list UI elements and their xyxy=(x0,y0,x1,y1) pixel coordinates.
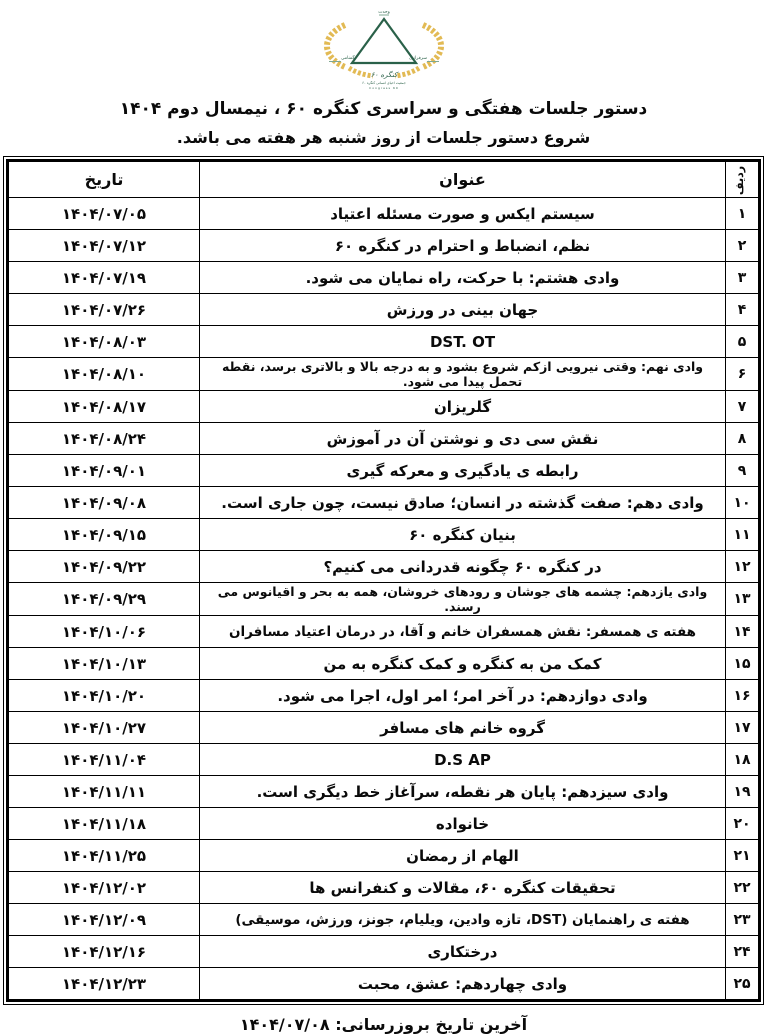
row-number: ۱۷ xyxy=(726,712,760,744)
row-date: ۱۴۰۴/۱۱/۱۸ xyxy=(8,808,200,840)
row-date: ۱۴۰۴/۰۹/۲۲ xyxy=(8,551,200,583)
row-number: ۲ xyxy=(726,230,760,262)
row-date: ۱۴۰۴/۰۹/۰۱ xyxy=(8,455,200,487)
row-number: ۳ xyxy=(726,262,760,294)
schedule-row xyxy=(8,487,760,519)
row-topic: وادی دوازدهم: در آخر امر؛ امر اول، اجرا می شود. xyxy=(200,680,726,712)
row-number: ۱۲ xyxy=(726,551,760,583)
row-date: ۱۴۰۴/۱۲/۰۹ xyxy=(8,904,200,936)
row-number: ۱۱ xyxy=(726,519,760,551)
row-date: ۱۴۰۴/۱۰/۲۷ xyxy=(8,712,200,744)
row-number: ۱۶ xyxy=(726,680,760,712)
table-header-row xyxy=(8,161,760,198)
schedule-row xyxy=(8,616,760,648)
row-date: ۱۴۰۴/۰۸/۰۳ xyxy=(8,326,200,358)
row-number: ۸ xyxy=(726,423,760,455)
row-topic: D.S AP xyxy=(200,744,726,776)
schedule-row xyxy=(8,680,760,712)
row-date: ۱۴۰۴/۰۹/۱۵ xyxy=(8,519,200,551)
last-update-date: آخرین تاریخ بروزرسانی: ۱۴۰۴/۰۷/۰۸ xyxy=(239,1015,528,1034)
row-date: ۱۴۰۴/۰۸/۲۴ xyxy=(8,423,200,455)
row-number: ۱ xyxy=(726,198,760,230)
row-number: ۷ xyxy=(726,391,760,423)
row-number: ۱۸ xyxy=(726,744,760,776)
schedule-table xyxy=(6,159,761,1002)
row-number: ۱۴ xyxy=(726,616,760,648)
schedule-row xyxy=(8,776,760,808)
schedule-table-frame xyxy=(3,156,764,1005)
row-date: ۱۴۰۴/۱۰/۲۰ xyxy=(8,680,200,712)
row-number: ۲۱ xyxy=(726,840,760,872)
logo-vertex-top-label: وحدت xyxy=(377,10,390,15)
logo-vertex-left-subtext xyxy=(329,61,341,62)
row-topic: سیستم ایکس و صورت مسئله اعتیاد xyxy=(200,198,726,230)
header-title: عنوان xyxy=(200,161,726,198)
schedule-row xyxy=(8,358,760,391)
page-subtitle: شروع دستور جلسات از روز شنبه هر هفته می باشد. xyxy=(176,128,591,147)
row-number: ۲۳ xyxy=(726,904,760,936)
logo-vertex-top-subtext xyxy=(379,15,389,16)
row-topic: خانواده xyxy=(200,808,726,840)
row-topic: وادی دهم: صفت گذشته در انسان؛ صادق نیست، چون جاری است. xyxy=(200,487,726,519)
row-number: ۲۰ xyxy=(726,808,760,840)
row-date: ۱۴۰۴/۰۹/۰۸ xyxy=(8,487,200,519)
schedule-row xyxy=(8,904,760,936)
schedule-row xyxy=(8,455,760,487)
row-date: ۱۴۰۴/۰۷/۲۶ xyxy=(8,294,200,326)
schedule-row xyxy=(8,519,760,551)
header-date: تاریخ xyxy=(8,161,200,198)
row-date: ۱۴۰۴/۱۱/۰۴ xyxy=(8,744,200,776)
row-number: ۲۵ xyxy=(726,968,760,1001)
row-date: ۱۴۰۴/۰۷/۱۹ xyxy=(8,262,200,294)
row-topic: جهان بینی در ورزش xyxy=(200,294,726,326)
row-date: ۱۴۰۴/۱۱/۲۵ xyxy=(8,840,200,872)
logo-vertex-right-subtext xyxy=(427,61,439,62)
document-header xyxy=(0,99,767,147)
logo-caption-script: کنگره ۶۰ xyxy=(370,71,397,79)
schedule-row xyxy=(8,391,760,423)
row-topic: درختکاری xyxy=(200,936,726,968)
row-number: ۴ xyxy=(726,294,760,326)
row-date: ۱۴۰۴/۰۹/۲۹ xyxy=(8,583,200,616)
header-row-number xyxy=(726,161,760,198)
wreath-bottom-left xyxy=(349,68,373,76)
row-number: ۲۲ xyxy=(726,872,760,904)
row-date: ۱۴۰۴/۰۸/۱۷ xyxy=(8,391,200,423)
triangle-icon xyxy=(352,19,416,63)
row-topic: وادی سیزدهم: پایان هر نقطه، سرآغاز خط دیگری است. xyxy=(200,776,726,808)
row-topic: گروه خانم های مسافر xyxy=(200,712,726,744)
schedule-row xyxy=(8,712,760,744)
row-number: ۱۵ xyxy=(726,648,760,680)
row-topic: DST. OT xyxy=(200,326,726,358)
congress-60-logo xyxy=(0,0,767,97)
schedule-row xyxy=(8,968,760,1001)
congress-60-emblem-graphic xyxy=(309,5,459,95)
page-title: دستور جلسات هفتگی و سراسری کنگره ۶۰ ، نیمسال دوم ۱۴۰۴ xyxy=(119,99,648,119)
schedule-row xyxy=(8,744,760,776)
row-number: ۱۳ xyxy=(726,583,760,616)
schedule-row xyxy=(8,936,760,968)
row-topic: وادی هشتم: با حرکت، راه نمایان می شود. xyxy=(200,262,726,294)
table-body xyxy=(8,198,760,1001)
schedule-row xyxy=(8,262,760,294)
row-date: ۱۴۰۴/۰۷/۱۲ xyxy=(8,230,200,262)
row-date: ۱۴۰۴/۰۸/۱۰ xyxy=(8,358,200,391)
logo-caption-fa: جمعیت احیای انسانی کنگره ۶۰ xyxy=(361,81,406,85)
schedule-row xyxy=(8,423,760,455)
row-date: ۱۴۰۴/۰۷/۰۵ xyxy=(8,198,200,230)
row-number: ۹ xyxy=(726,455,760,487)
row-topic: هفته ی همسفر: نقش همسفران خانم و آقا، در درمان اعتیاد مسافران xyxy=(200,616,726,648)
schedule-row xyxy=(8,551,760,583)
schedule-row xyxy=(8,840,760,872)
schedule-row xyxy=(8,230,760,262)
row-topic: هفته ی راهنمایان (DST، تازه وادین، ویلیام، جونز، ورزش، موسیقی) xyxy=(200,904,726,936)
row-number: ۶ xyxy=(726,358,760,391)
row-topic: الهام از رمضان xyxy=(200,840,726,872)
schedule-row xyxy=(8,808,760,840)
row-date: ۱۴۰۴/۱۰/۰۶ xyxy=(8,616,200,648)
row-topic: نقش سی دی و نوشتن آن در آموزش xyxy=(200,423,726,455)
row-number: ۵ xyxy=(726,326,760,358)
schedule-row xyxy=(8,648,760,680)
header-row-number-label: ردیف xyxy=(732,165,746,195)
row-number: ۲۴ xyxy=(726,936,760,968)
schedule-row xyxy=(8,294,760,326)
row-date: ۱۴۰۴/۱۲/۱۶ xyxy=(8,936,200,968)
row-topic: گلریزان xyxy=(200,391,726,423)
schedule-row xyxy=(8,583,760,616)
row-number: ۱۹ xyxy=(726,776,760,808)
schedule-row xyxy=(8,872,760,904)
logo-vertex-left-label: گمنامی xyxy=(340,56,355,61)
row-topic: رابطه ی یادگیری و معرکه گیری xyxy=(200,455,726,487)
row-topic: وادی نهم: وقتی نیرویی ازکم شروع بشود و به درجه بالا و بالاتری برسد، نقطه تحمل پیدا می شود. xyxy=(200,358,726,391)
logo-caption-en: Congress 60 xyxy=(368,86,399,90)
row-date: ۱۴۰۴/۱۱/۱۱ xyxy=(8,776,200,808)
row-topic: کمک من به کنگره و کمک کنگره به من xyxy=(200,648,726,680)
logo-vertex-right-label: سرفرازی xyxy=(408,56,427,61)
wreath-bottom-right xyxy=(395,68,419,76)
row-topic: وادی چهاردهم: عشق، محبت xyxy=(200,968,726,1001)
schedule-row xyxy=(8,326,760,358)
schedule-row xyxy=(8,198,760,230)
row-date: ۱۴۰۴/۱۲/۲۳ xyxy=(8,968,200,1001)
row-topic: در کنگره ۶۰ چگونه قدردانی می کنیم؟ xyxy=(200,551,726,583)
row-topic: تحقیقات کنگره ۶۰، مقالات و کنفرانس ها xyxy=(200,872,726,904)
row-date: ۱۴۰۴/۱۲/۰۲ xyxy=(8,872,200,904)
row-number: ۱۰ xyxy=(726,487,760,519)
row-date: ۱۴۰۴/۱۰/۱۳ xyxy=(8,648,200,680)
row-topic: بنیان کنگره ۶۰ xyxy=(200,519,726,551)
row-topic: وادی یازدهم: چشمه های جوشان و رودهای خروشان، همه به بحر و اقیانوس می رسند. xyxy=(200,583,726,616)
row-topic: نظم، انضباط و احترام در کنگره ۶۰ xyxy=(200,230,726,262)
